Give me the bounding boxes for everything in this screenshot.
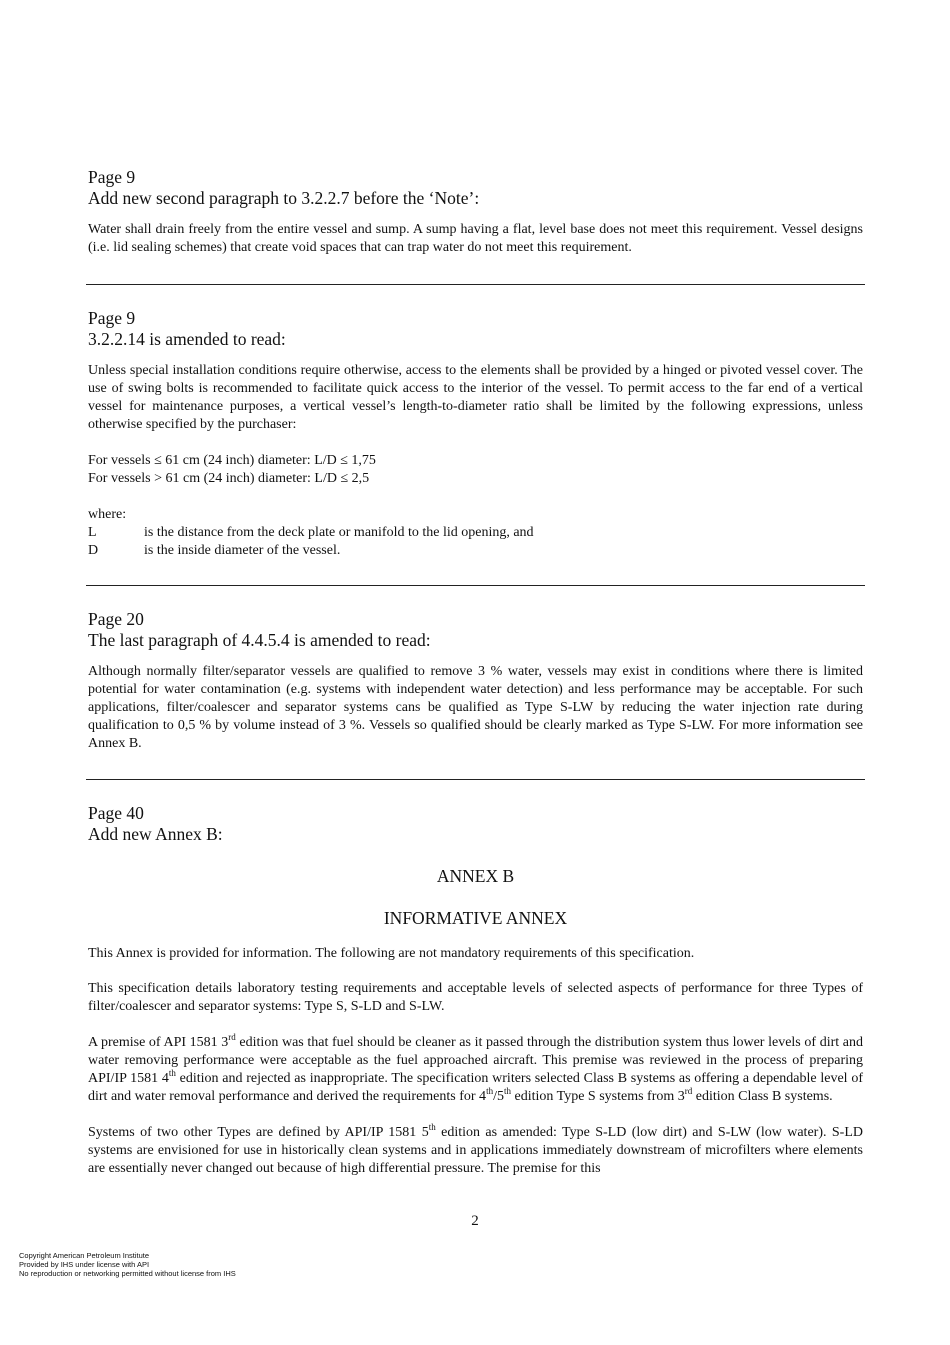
formula-line: For vessels ≤ 61 cm (24 inch) diameter: L/D ≤ 1,75 [88,453,376,468]
copyright-line: Copyright American Petroleum Institute [19,1251,150,1260]
amendment-section-2 [88,308,863,560]
amendment-text: Water shall drain freely from the entire vessel and sump. A sump having a flat, level base does not meet this requirement. Vessel designs (i.e. lid sealing schemes) that create void spaces that can trap water do not meet this requirement. [88,222,863,255]
amendment-instruction: The last paragraph of 4.4.5.4 is amended to read: [88,630,431,650]
definition-desc: is the distance from the deck plate or manifold to the lid opening, and [144,525,534,540]
annex-paragraph: This specification details laboratory testing requirements and acceptable levels of selected aspects of performance for three Types of filter/coalescer and separator systems: Type S, S-LD and S-LW. [88,981,863,1014]
amendment-text: Unless special installation conditions require otherwise, access to the elements shall be provided by a hinged or pivoted vessel cover. The use of swing bolts is recommended to facilitate quick access to the interior of the vessel. To permit access to the far end of a vertical vessel for maintenance purposes, a vertical vessel’s length-to-diameter ratio shall be limited by the following expressions, unless otherwise specified by the purchaser: [88,363,863,432]
amendment-section-3 [88,609,863,753]
annex-title: ANNEX B [436,866,515,886]
page-reference: Page 9 [88,308,136,328]
annex-subtitle: INFORMATIVE ANNEX [383,908,568,928]
copyright-line: No reproduction or networking permitted without license from IHS [19,1269,236,1278]
where-label: where: [88,507,127,522]
amendment-instruction: Add new second paragraph to 3.2.2.7 before the ‘Note’: [88,188,480,208]
page-reference: Page 9 [88,167,136,187]
definition-term: D [88,543,99,558]
section-divider [86,284,865,285]
copyright-notice [19,1251,236,1278]
page-reference: Page 40 [88,803,144,823]
annex-paragraph: This Annex is provided for information. The following are not mandatory requirements of this specification. [88,946,695,961]
amendment-text: Although normally filter/separator vessels are qualified to remove 3 % water, vessels may exist in conditions where there is limited potential for water contamination (e.g. systems with independent water detection) and less performance may be acceptable. For such applications, filter/coalescer and separator systems cans be qualified as Type S-LW by reducing the water injection rate during qualification to 0,5 % by volume instead of 3 %. Vessels so qualified should be clearly marked as Type S-LW. For more information see Annex B. [88,664,863,751]
copyright-line: Provided by IHS under license with API [19,1260,150,1269]
definition-row [88,542,863,560]
amendment-section-4 [88,803,863,1178]
definition-desc: is the inside diameter of the vessel. [144,543,341,558]
amendment-section-1 [88,167,863,257]
section-divider [86,779,865,780]
definition-row [88,524,863,542]
definition-term: L [88,525,97,540]
formula-line: For vessels > 61 cm (24 inch) diameter: L/D ≤ 2,5 [88,471,370,486]
amendment-instruction: 3.2.2.14 is amended to read: [88,329,286,349]
amendment-instruction: Add new Annex B: [88,824,223,844]
page-number: 2 [471,1213,479,1229]
section-divider [86,585,865,586]
annex-paragraph: A premise of API 1581 3rd edition was that fuel should be cleaner as it passed through the distribution system thus lower levels of dirt and water removing performance were acceptable as the fuel approached aircraft. This premise was reviewed in the process of preparing API/IP 1581 4th edition and rejected as inappropriate. The specification writers selected Class B systems as offering a dependable level of dirt and water removal performance and derived the requirements for 4th/5th edition Type S systems from 3rd edition Class B systems. [88,1032,863,1104]
page-reference: Page 20 [88,609,144,629]
annex-paragraph: Systems of two other Types are defined by API/IP 1581 5th edition as amended: Type S-LD (low dirt) and S-LW (low water). S-LD systems are envisioned for use in historically clean systems and in applications immediately downstream of microfilters where elements are essentially never changed out because of high differential pressure. The premise for this [88,1122,863,1176]
